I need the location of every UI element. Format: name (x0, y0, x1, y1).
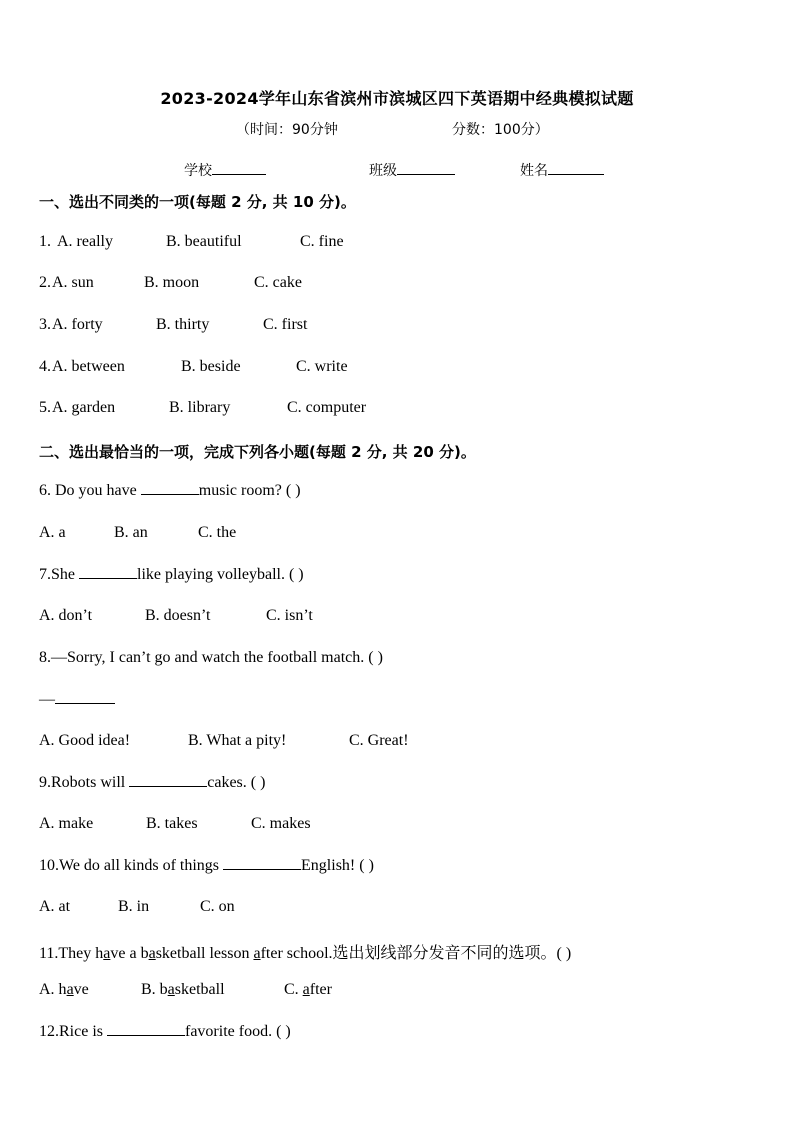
score-label: 分数：100分） (452, 122, 549, 138)
option-b[interactable]: B. beside (181, 358, 241, 375)
option-text: sketball (174, 981, 225, 998)
option-b[interactable]: B. an (114, 524, 148, 541)
option-text: ve (73, 981, 89, 998)
option-a[interactable] (39, 981, 89, 999)
answer-blank[interactable] (55, 703, 115, 704)
question-number: 1. (39, 233, 51, 250)
option-b[interactable] (141, 981, 225, 999)
option-b[interactable]: B. takes (146, 815, 198, 832)
question-12 (39, 1023, 291, 1041)
question-number: 5. (39, 399, 51, 416)
question-text-end: music room? ( ) (198, 482, 301, 499)
class-blank[interactable] (397, 174, 455, 175)
school-label: 学校 (184, 163, 212, 179)
question-5 (39, 399, 367, 417)
underlined-letter: a (103, 945, 111, 962)
question-text: sketball lesson (155, 945, 254, 962)
option-c[interactable]: C. fine (300, 233, 344, 250)
question-6 (39, 482, 301, 500)
option-c[interactable]: C. write (296, 358, 348, 375)
question-4 (39, 358, 348, 376)
answer-blank[interactable] (129, 786, 207, 787)
option-a[interactable]: A. sun (52, 274, 94, 291)
answer-blank[interactable] (79, 578, 137, 579)
option-c[interactable]: C. isn’t (266, 607, 313, 624)
option-b[interactable]: B. library (169, 399, 231, 416)
name-field[interactable] (520, 160, 604, 180)
question-8-response (39, 691, 115, 709)
option-c[interactable]: C. cake (254, 274, 302, 291)
question-10 (39, 857, 374, 875)
time-label: （时间：90分钟 (236, 122, 338, 138)
option-b[interactable]: B. thirty (156, 316, 210, 333)
question-number: 2. (39, 274, 51, 291)
exam-meta (236, 119, 549, 139)
question-2 (39, 274, 302, 292)
question-7 (39, 566, 304, 584)
option-a[interactable]: A. make (39, 815, 94, 832)
answer-blank[interactable] (141, 494, 199, 495)
option-a[interactable]: A. a (39, 524, 66, 541)
question-text: 7.She (39, 566, 79, 583)
page-title: 2023-2024学年山东省滨州市滨城区四下英语期中经典模拟试题 (160, 89, 634, 108)
question-3 (39, 316, 308, 334)
option-a[interactable]: A. don’t (39, 607, 93, 624)
question-text: ve a b (110, 945, 149, 962)
class-label: 班级 (369, 163, 397, 179)
question-number: 3. (39, 316, 51, 333)
underlined-letter: a (66, 981, 74, 998)
question-text: 10.We do all kinds of things (39, 857, 224, 874)
underlined-letter: a (148, 945, 156, 962)
name-label: 姓名 (520, 163, 548, 179)
option-c[interactable] (284, 981, 332, 999)
question-text-end: like playing volleyball. ( ) (137, 566, 304, 583)
option-b[interactable]: B. What a pity! (188, 732, 287, 749)
option-a[interactable]: A. garden (52, 399, 116, 416)
question-text: fter school.选出划线部分发音不同的选项。( ) (260, 945, 572, 962)
option-c[interactable]: C. makes (251, 815, 311, 832)
dash: — (39, 691, 55, 708)
question-9 (39, 774, 265, 792)
section-2-heading: 二、选出最恰当的一项，完成下列各小题(每题 2 分, 共 20 分)。 (39, 443, 476, 461)
question-8: 8.—Sorry, I can’t go and watch the football match. ( ) (39, 649, 383, 666)
answer-blank[interactable] (223, 869, 301, 870)
section-1-heading: 一、选出不同类的一项(每题 2 分, 共 10 分)。 (39, 193, 356, 211)
school-field[interactable] (184, 160, 266, 180)
option-b[interactable]: B. doesn’t (145, 607, 211, 624)
option-a[interactable]: A. at (39, 898, 71, 915)
option-text: C. (284, 981, 303, 998)
underlined-letter: a (253, 945, 261, 962)
option-c[interactable]: C. Great! (349, 732, 409, 749)
class-field[interactable] (369, 160, 455, 180)
question-text-end: favorite food. ( ) (185, 1023, 291, 1040)
question-text-end: cakes. ( ) (207, 774, 266, 791)
name-blank[interactable] (548, 174, 604, 175)
option-text: A. h (39, 981, 67, 998)
question-text: 9.Robots will (39, 774, 130, 791)
underlined-letter: a (167, 981, 175, 998)
question-text: 6. Do you have (39, 482, 141, 499)
option-c[interactable]: C. the (198, 524, 237, 541)
option-a[interactable]: A. really (57, 233, 113, 250)
question-1 (39, 233, 344, 251)
question-11 (39, 940, 571, 963)
option-text: B. b (141, 981, 168, 998)
question-text: 11.They h (39, 945, 104, 962)
option-a[interactable]: A. Good idea! (39, 732, 131, 749)
option-b[interactable]: B. beautiful (166, 233, 242, 250)
option-b[interactable]: B. in (118, 898, 150, 915)
option-a[interactable]: A. forty (52, 316, 103, 333)
option-b[interactable]: B. moon (144, 274, 200, 291)
option-c[interactable]: C. computer (287, 399, 367, 416)
option-a[interactable]: A. between (52, 358, 125, 375)
option-c[interactable]: C. on (200, 898, 235, 915)
school-blank[interactable] (212, 174, 266, 175)
option-text: fter (309, 981, 332, 998)
underlined-letter: a (302, 981, 310, 998)
option-c[interactable]: C. first (263, 316, 308, 333)
answer-blank[interactable] (107, 1035, 185, 1036)
question-text-end: English! ( ) (301, 857, 374, 874)
question-number: 4. (39, 358, 51, 375)
question-text: 12.Rice is (39, 1023, 107, 1040)
